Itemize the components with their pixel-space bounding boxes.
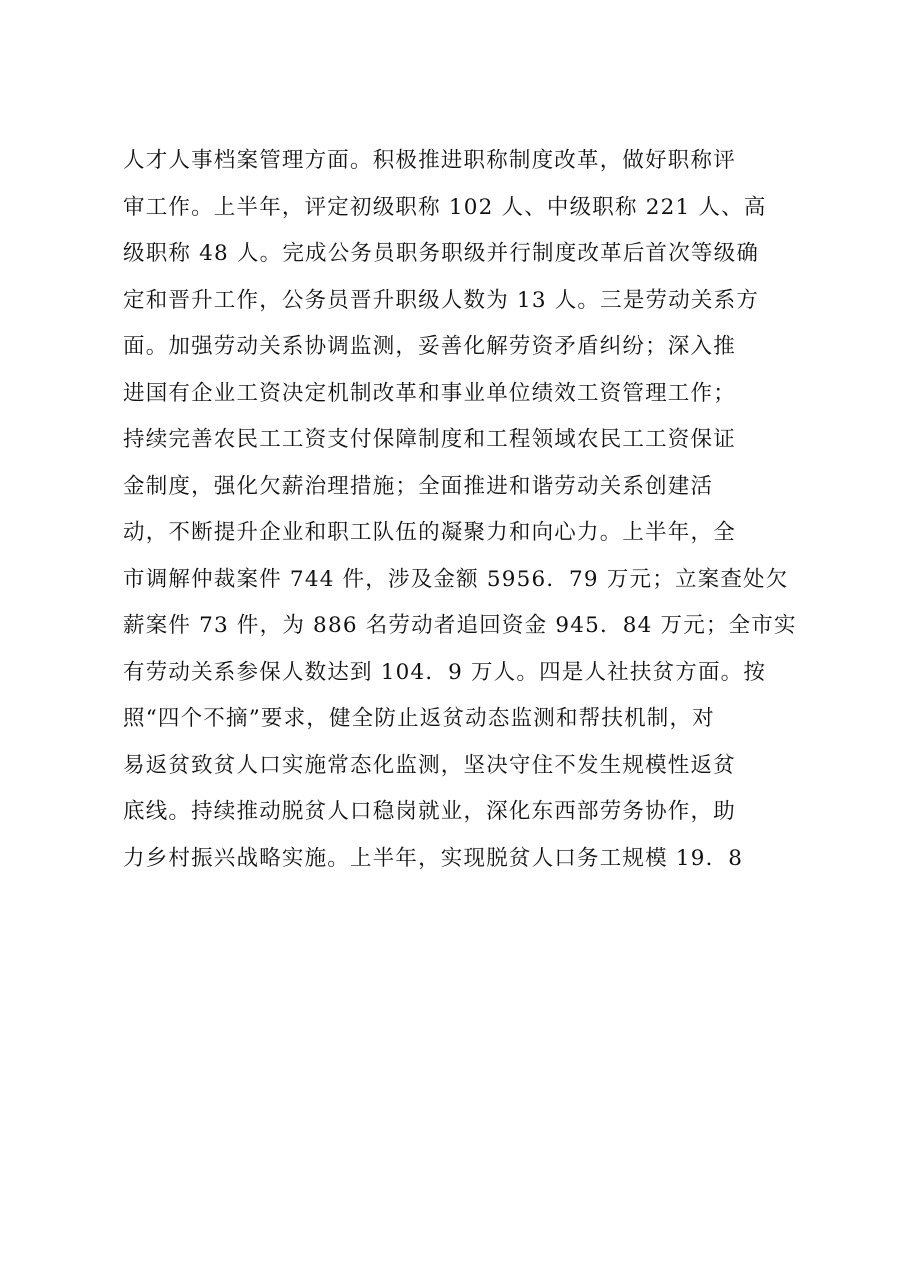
text-line: 底线。持续推动脱贫人口稳岗就业，深化东西部劳务协作，助 [123, 799, 736, 824]
text-line: 薪案件 73 件，为 886 名劳动者追回资金 945．84 万元；全市实 [123, 613, 797, 638]
text-line: 持续完善农民工工资支付保障制度和工程领域农民工工资保证 [123, 427, 736, 452]
text-line: 定和晋升工作，公务员晋升职级人数为 13 人。三是劳动关系方 [123, 287, 760, 313]
text-line: 金制度，强化欠薪治理措施；全面推进和谐劳动关系创建活 [123, 473, 714, 499]
text-line: 有劳动关系参保人数达到 104．9 万人。四是人社扶贫方面。按 [123, 659, 767, 685]
text-line: 进国有企业工资决定机制改革和事业单位绩效工资管理工作； [123, 380, 736, 406]
body-paragraph [123, 138, 803, 882]
text-line: 审工作。上半年，评定初级职称 102 人、中级职称 221 人、高 [123, 194, 767, 220]
text-line: 照“四个不摘”要求，健全防止返贫动态监测和帮扶机制，对 [123, 706, 715, 731]
text-line: 市调解仲裁案件 744 件，涉及金额 5956．79 万元；立案查处欠 [123, 566, 789, 592]
text-line: 人才人事档案管理方面。积极推进职称制度改革，做好职称评 [123, 148, 736, 173]
text-line: 力乡村振兴战略实施。上半年，实现脱贫人口务工规模 19．8 [123, 845, 744, 871]
text-line: 级职称 48 人。完成公务员职务职级并行制度改革后首次等级确 [123, 241, 760, 266]
text-line: 易返贫致贫人口实施常态化监测，坚决守住不发生规模性返贫 [123, 752, 736, 778]
text-line: 动，不断提升企业和职工队伍的凝聚力和向心力。上半年，全 [123, 520, 736, 545]
text-line: 面。加强劳动关系协调监测，妥善化解劳资矛盾纠纷；深入推 [123, 334, 736, 359]
